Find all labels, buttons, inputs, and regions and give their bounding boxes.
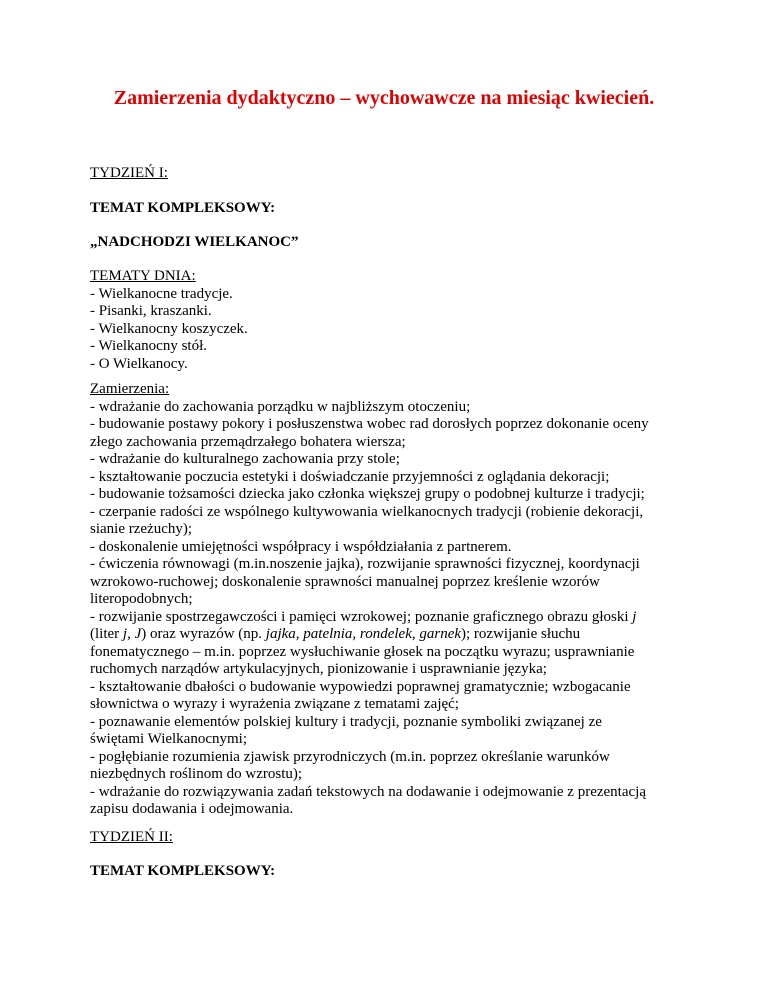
goal-line [90, 609, 690, 627]
goal-line-text: ); rozwijanie słuchu [461, 626, 581, 642]
document-title: Zamierzenia dydaktyczno – wychowawcze na miesiąc kwiecień. [113, 87, 655, 109]
goal-line [90, 626, 690, 644]
goal-line: - poznawanie elementów polskiej kultury i tradycji, poznanie symboliki związanej ze [90, 713, 602, 730]
daily-topic-item: - Pisanki, kraszanki. [90, 303, 212, 319]
goal-line: - czerpanie radości ze wspólnego kultywowania wielkanocnych tradycji (robienie dekoracji, [90, 503, 644, 520]
goal-line: - kształtowanie dbałości o budowanie wypowiedzi poprawnej gramatycznie; wzbogacanie [90, 678, 631, 695]
goal-line: niezbędnych roślinom do wzrostu); [90, 766, 303, 782]
goal-line: świętami Wielkanocnymi; [90, 731, 248, 747]
goal-line: - wdrażanie do rozwiązywania zadań tekstowych na dodawanie i odejmowanie z prezentacją [90, 783, 646, 800]
goal-line: zapisu dodawania i odejmowania. [90, 801, 294, 817]
week1-daily-topics [90, 268, 690, 373]
goal-line: - budowanie postawy pokory i posłuszenstwa wobec rad dorosłych poprzez dokonanie oceny [90, 416, 649, 432]
goal-line-text: (liter [90, 626, 123, 642]
goal-line: sianie rzeżuchy); [90, 521, 193, 537]
goal-line: literopodobnych; [90, 591, 193, 607]
goal-line: - kształtowanie poczucia estetyki i doświadczanie przyjemności z oglądania dekoracji; [90, 468, 610, 485]
daily-topic-item: - Wielkanocny stół. [90, 338, 208, 354]
goal-line: złego zachowania przemądrzałego bohatera wiersza; [90, 433, 406, 450]
goal-line: - pogłębianie rozumienia zjawisk przyrodniczych (m.in. poprzez określanie warunków [90, 748, 610, 765]
week2-heading: TYDZIEŃ II: [90, 829, 173, 845]
goal-line: ruchomych narządów artykulacyjnych, pionizowanie i usprawnianie języka; [90, 661, 547, 677]
week2-topic-label: TEMAT KOMPLEKSOWY: [90, 863, 276, 879]
goal-line: wzrokowo-ruchowej; doskonalenie sprawności manualnej poprzez kreślenie wzorów [90, 573, 600, 590]
daily-topic-item: - Wielkanocny koszyczek. [90, 320, 248, 337]
example-words: jajka, patelnia, rondelek, garnek [265, 626, 462, 642]
week1-heading: TYDZIEŃ I: [90, 165, 168, 181]
week1-topic: „NADCHODZI WIELKANOC” [90, 234, 299, 250]
goals-label: Zamierzenia: [90, 381, 170, 397]
goal-line: słownictwa o wyrazy i wyrażenia związane z tematami zajęć; [90, 696, 459, 712]
goal-line: - wdrażanie do zachowania porządku w najbliższym otoczeniu; [90, 398, 471, 415]
week1-topic-label: TEMAT KOMPLEKSOWY: [90, 200, 276, 216]
letter-J: J [134, 626, 142, 642]
goal-line: - wdrażanie do kulturalnego zachowania przy stole; [90, 451, 400, 467]
goal-line: - doskonalenie umiejętności współpracy i współdziałania z partnerem. [90, 538, 512, 555]
daily-topics-label: TEMATY DNIA: [90, 268, 196, 284]
daily-topics-list [90, 286, 690, 374]
goal-line: fonematycznego – m.in. poprzez wysłuchiwanie głosek na początku wyrazu; usprawnianie [90, 643, 635, 660]
goal-line: - ćwiczenia równowagi (m.in.noszenie jajka), rozwijanie sprawności fizycznej, koordynacji [90, 556, 640, 572]
week1-goals [90, 381, 690, 819]
separator: , [127, 626, 135, 642]
letter-j: j [632, 608, 637, 625]
letter-j: j [122, 626, 128, 642]
goal-line: - budowanie tożsamości dziecka jako członka większej grupy o podobnej kulturze i tradycji; [90, 486, 645, 502]
daily-topic-item: - O Wielkanocy. [90, 355, 188, 372]
daily-topic-item: - Wielkanocne tradycje. [90, 285, 233, 302]
goal-line-text: - rozwijanie spostrzegawczości i pamięci wzrokowej; poznanie graficznego obrazu głoski [90, 608, 633, 625]
goal-line-text: ) oraz wyrazów (np. [141, 626, 266, 642]
